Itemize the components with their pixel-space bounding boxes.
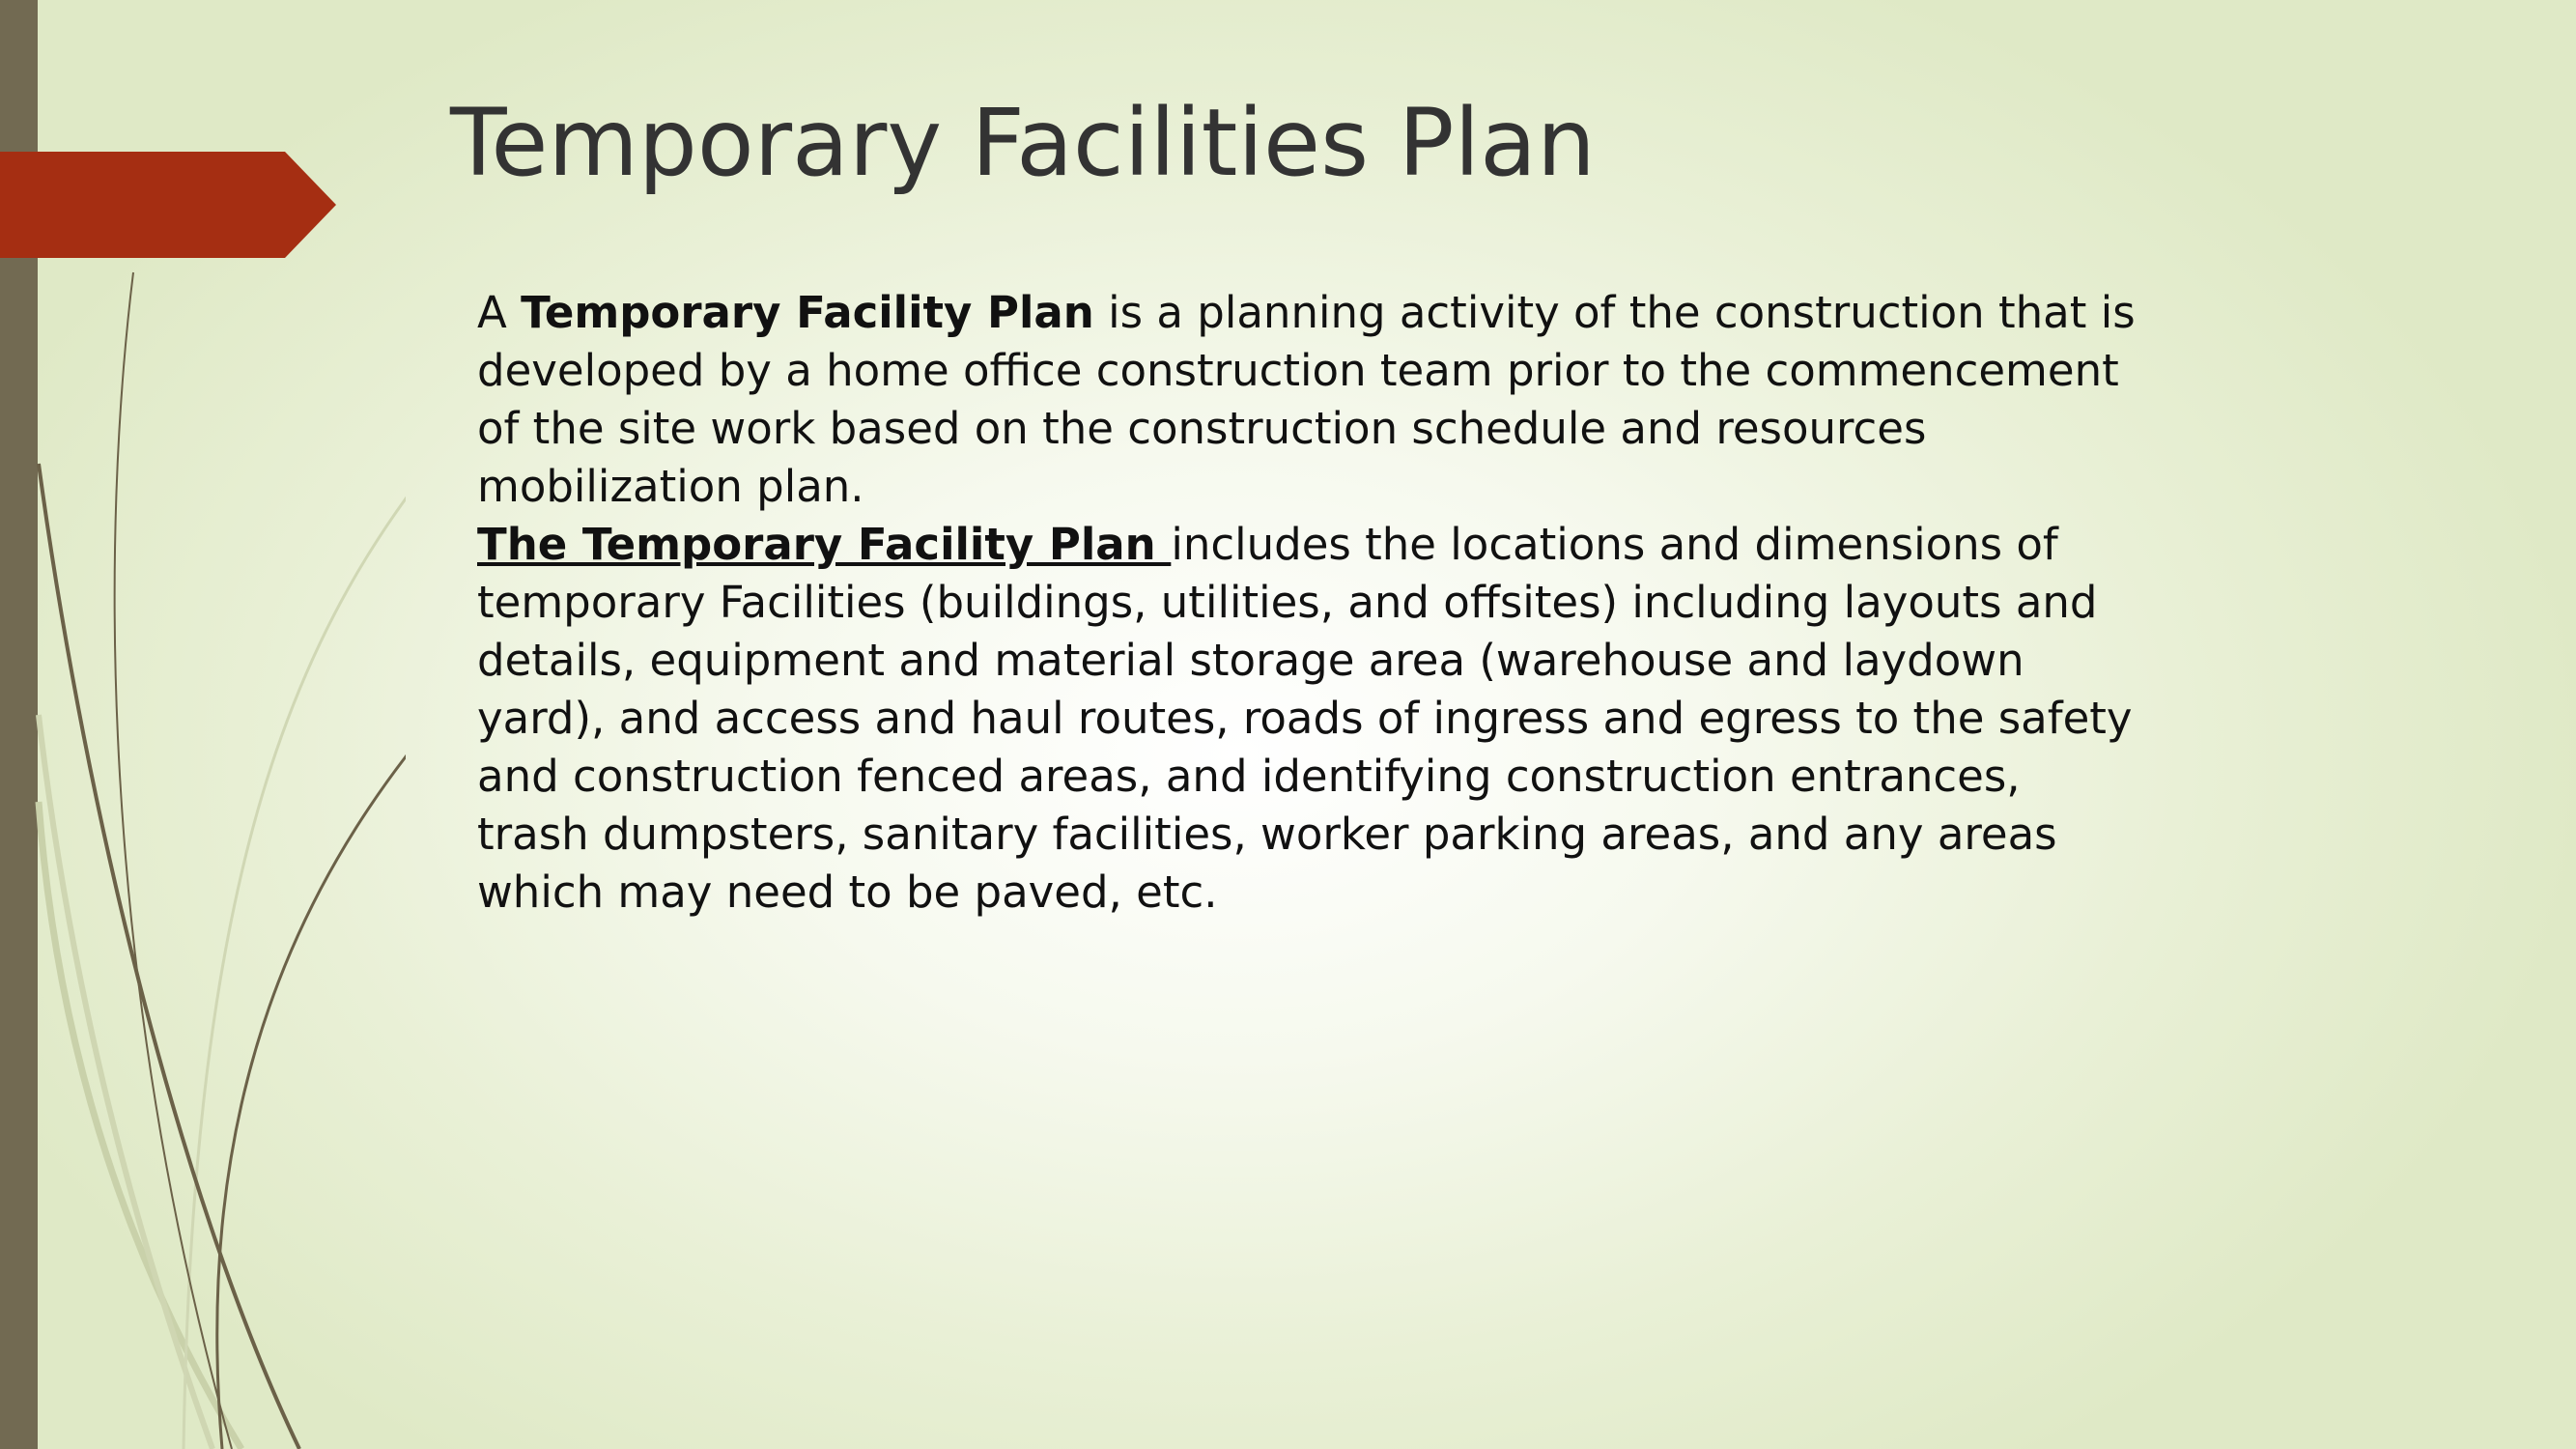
paragraph-definition-lead: A: [477, 287, 522, 338]
slide-body: [477, 284, 2138, 922]
term-temporary-facility-plan: Temporary Facility Plan: [521, 287, 1094, 338]
paragraph-includes-text: includes the locations and dimensions of temporary Facilities (buildings, utilities, and offsites) including layouts and details, equipment and material storage area (warehouse and laydown yard), and access and haul routes, roads of ingress and egress to the safety and construction fenced areas, and identifying construction entrances, trash dumpsters, sanitary facilities, worker parking areas, and any areas which may need to be paved, etc.: [477, 519, 2133, 918]
dark-stem-1: [115, 272, 232, 1449]
light-stem-1: [39, 802, 241, 1449]
decorative-stems-graphic: [0, 0, 406, 1449]
paragraph-includes: [477, 516, 2138, 922]
red-arrow-tab: [0, 152, 336, 258]
slide-title: Temporary Facilities Plan: [450, 89, 1596, 197]
dark-stem-3: [217, 667, 406, 1449]
paragraph-definition: [477, 284, 2138, 516]
paragraph-definition-text: is a planning activity of the construction that is developed by a home office construction team prior to the commencement of the site work based on the construction schedule and resources mobilization plan.: [477, 287, 2136, 512]
term-the-temporary-facility-plan: The Temporary Facility Plan: [477, 519, 1172, 570]
